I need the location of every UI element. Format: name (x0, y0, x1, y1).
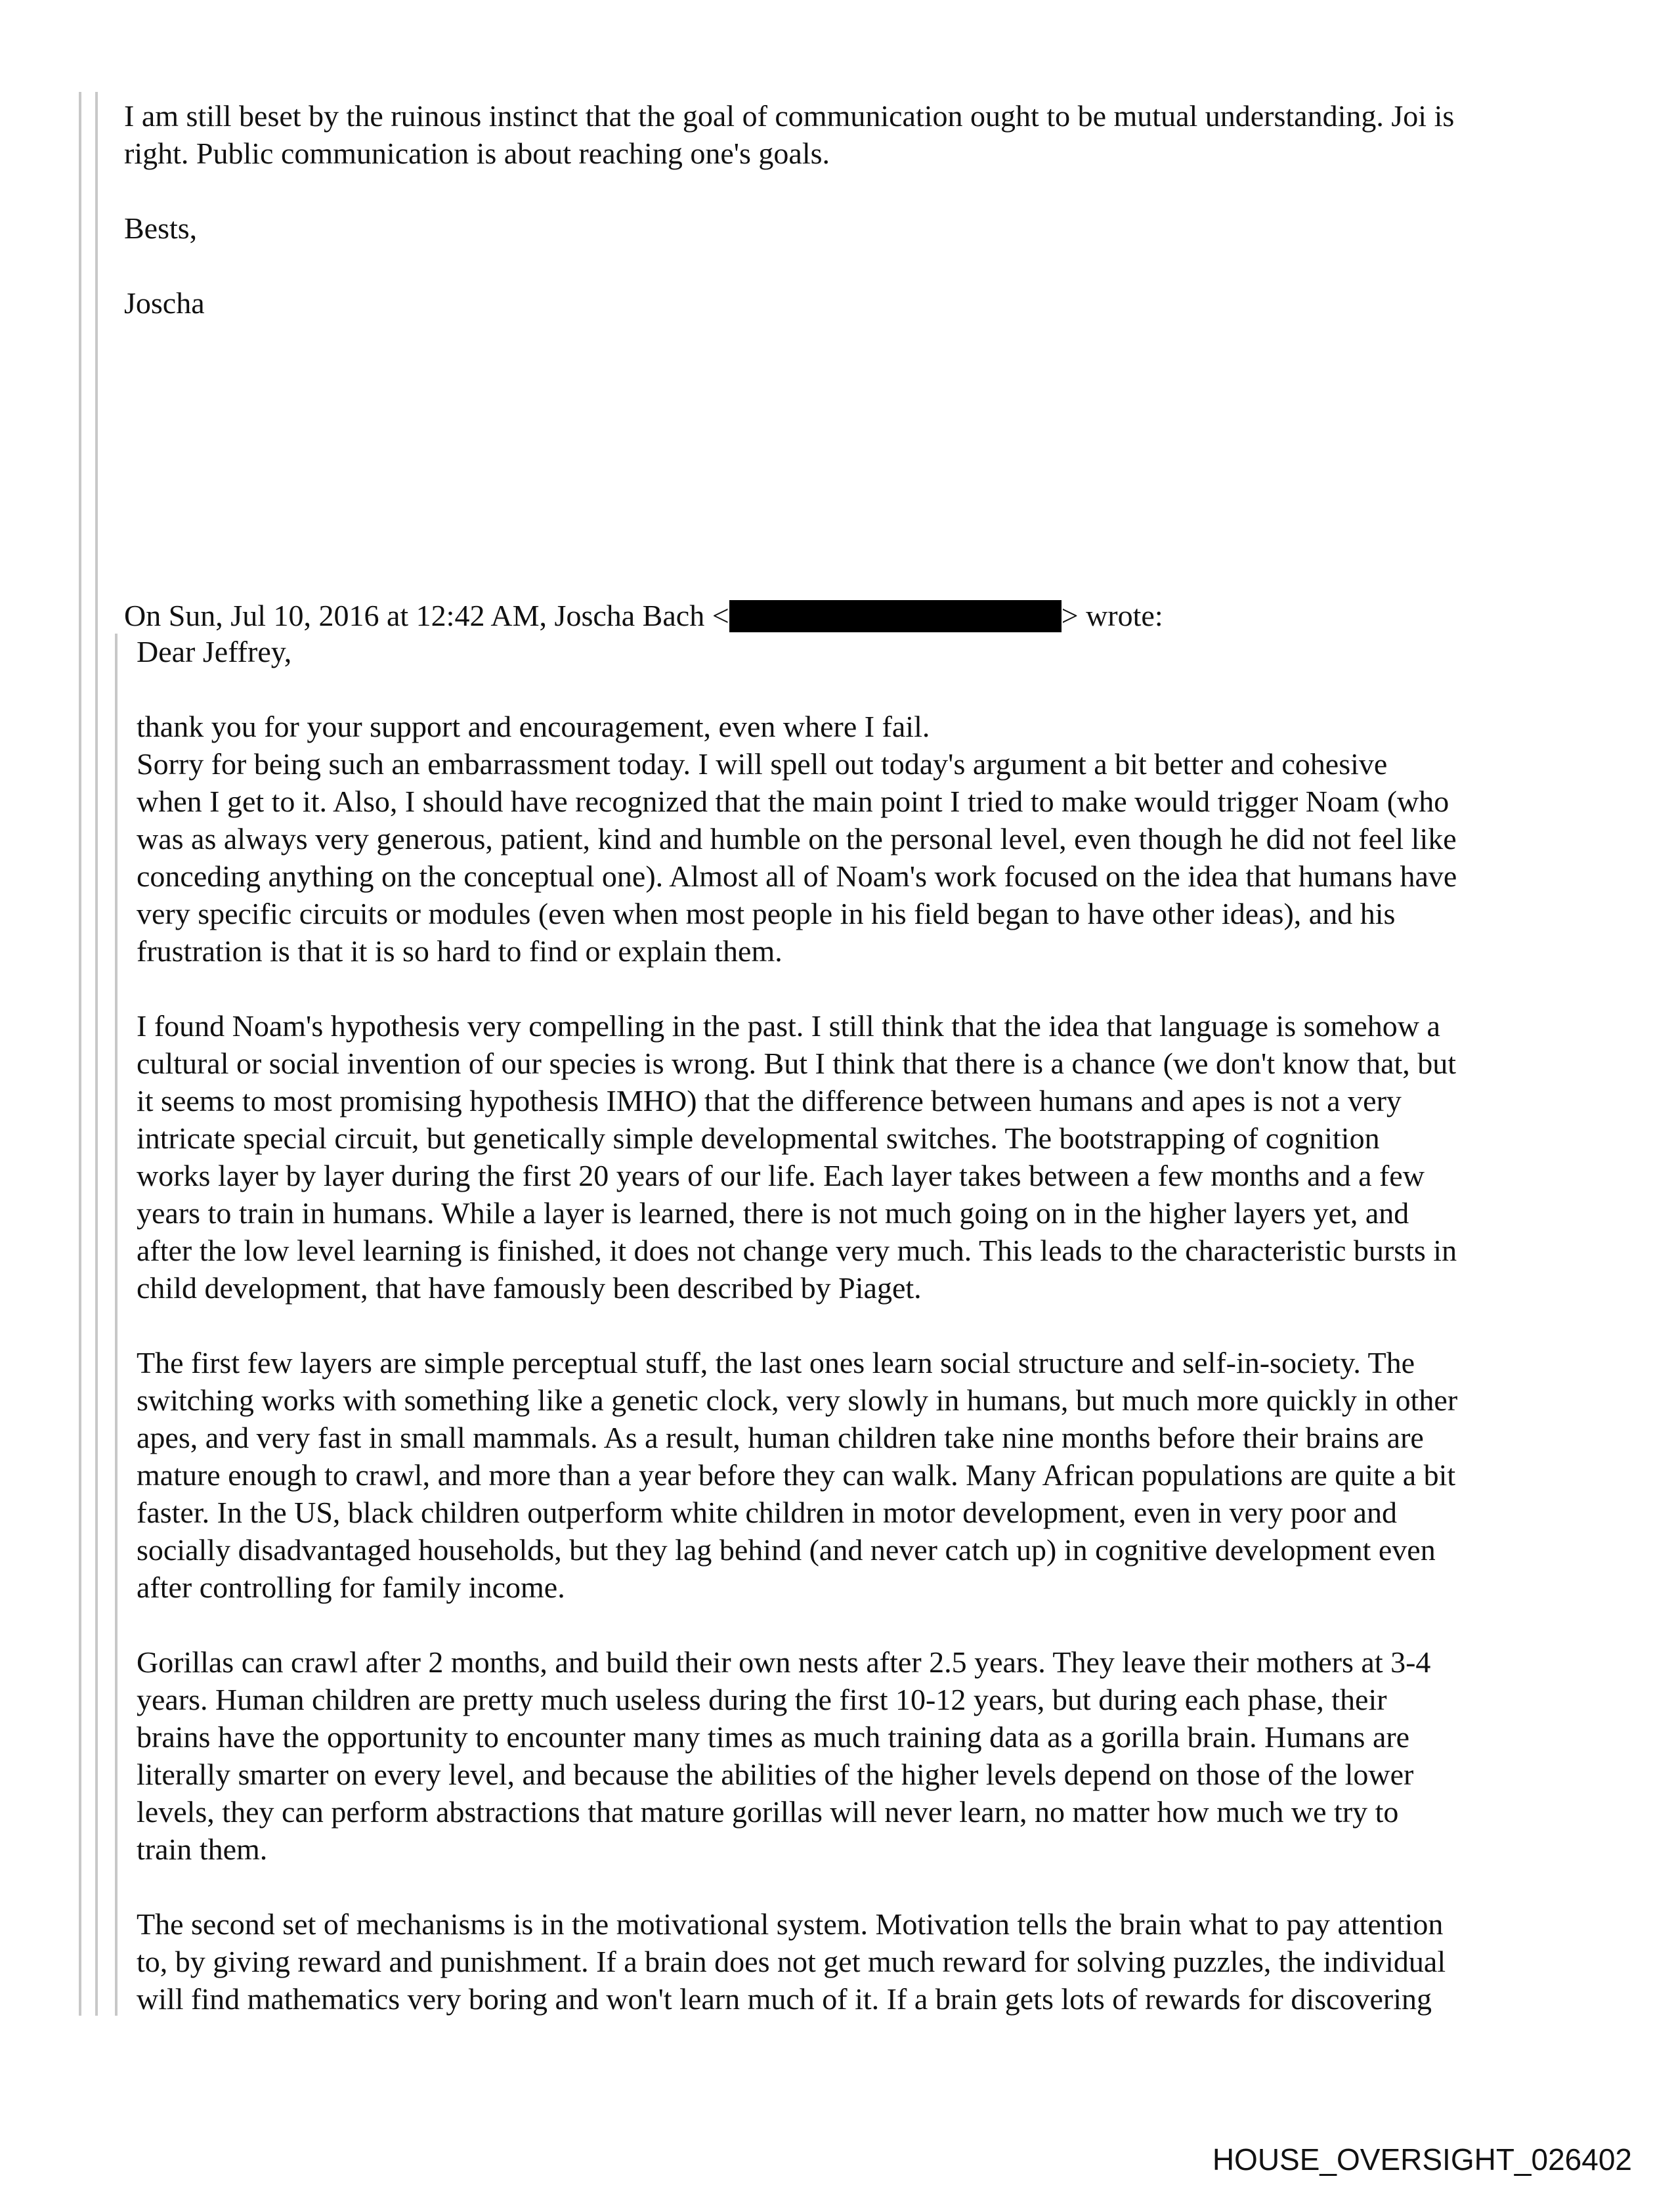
quoted-line: literally smarter on every level, and because the abilities of the higher levels depend on those of the lower (137, 1758, 1414, 1791)
quoted-line: The first few layers are simple perceptual stuff, the last ones learn social structure and self-in-society. The (137, 1346, 1415, 1379)
quoted-body (137, 633, 1457, 2018)
reply-closing: Bests, (124, 211, 198, 245)
reply-line: I am still beset by the ruinous instinct that the goal of communication ought to be mutual understanding. Joi is (124, 99, 1455, 133)
quote-header (124, 597, 1163, 634)
quoted-line: switching works with something like a genetic clock, very slowly in humans, but much more quickly in other (137, 1383, 1458, 1417)
quoted-line: to, by giving reward and punishment. If a brain does not get much reward for solving puzzles, the individual (137, 1945, 1446, 1978)
quoted-line: it seems to most promising hypothesis IMHO) that the difference between humans and apes is not a very (137, 1084, 1402, 1117)
quoted-line: apes, and very fast in small mammals. As a result, human children take nine months before their brains are (137, 1421, 1424, 1454)
redacted-email (729, 600, 1062, 632)
quoted-line: after the low level learning is finished, it does not change very much. This leads to the characteristic bursts in (137, 1234, 1457, 1267)
quoted-line: thank you for your support and encouragement, even where I fail. (137, 710, 930, 743)
bates-number: HOUSE_OVERSIGHT_026402 (1212, 2142, 1632, 2177)
quoted-line: cultural or social invention of our species is wrong. But I think that there is a chance (we don't know that, but (137, 1047, 1457, 1080)
reply-line: right. Public communication is about reaching one's goals. (124, 137, 830, 170)
quoted-line: was as always very generous, patient, kind and humble on the personal level, even though he did not feel like (137, 822, 1457, 856)
quoted-line: socially disadvantaged households, but they lag behind (and never catch up) in cognitive development even (137, 1533, 1436, 1567)
quoted-line: when I get to it. Also, I should have recognized that the main point I tried to make would trigger Noam (who (137, 785, 1449, 818)
quoted-line: intricate special circuit, but genetically simple developmental switches. The bootstrapping of cognition (137, 1121, 1380, 1155)
quote-bar-inner (115, 634, 118, 2016)
quoted-line: after controlling for family income. (137, 1571, 565, 1604)
quoted-line: Sorry for being such an embarrassment today. I will spell out today's argument a bit better and cohesive (137, 747, 1388, 781)
quoted-line: frustration is that it is so hard to find or explain them. (137, 934, 783, 968)
quoted-line: years. Human children are pretty much useless during the first 10-12 years, but during each phase, their (137, 1683, 1387, 1716)
quoted-line: will find mathematics very boring and won't learn much of it. If a brain gets lots of rewards for discovering (137, 1982, 1432, 2016)
quoted-line: conceding anything on the conceptual one). Almost all of Noam's work focused on the idea that humans have (137, 859, 1457, 893)
quoted-line: Gorillas can crawl after 2 months, and build their own nests after 2.5 years. They leave their mothers at 3-4 (137, 1645, 1431, 1679)
quoted-line: The second set of mechanisms is in the motivational system. Motivation tells the brain what to pay attention (137, 1907, 1444, 1941)
quoted-line: child development, that have famously been described by Piaget. (137, 1271, 922, 1305)
quoted-line: very specific circuits or modules (even when most people in his field began to have other ideas), and his (137, 897, 1396, 930)
quoted-greeting: Dear Jeffrey, (137, 635, 292, 668)
reply-signature: Joscha (124, 286, 205, 320)
quoted-line: levels, they can perform abstractions that mature gorillas will never learn, no matter how much we try to (137, 1795, 1399, 1829)
reply-body (124, 97, 1454, 322)
quoted-line: mature enough to crawl, and more than a year before they can walk. Many African populations are quite a bit (137, 1458, 1456, 1492)
quoted-line: years to train in humans. While a layer is learned, there is not much going on in the higher layers yet, and (137, 1196, 1409, 1230)
quote-header-suffix: > wrote: (1061, 599, 1163, 632)
quoted-line: I found Noam's hypothesis very compelling in the past. I still think that the idea that language is somehow a (137, 1009, 1440, 1043)
quoted-line: train them. (137, 1832, 268, 1866)
quote-header-prefix: On Sun, Jul 10, 2016 at 12:42 AM, Joscha Bach < (124, 599, 729, 632)
quoted-line: brains have the opportunity to encounter many times as much training data as a gorilla brain. Humans are (137, 1720, 1410, 1754)
quoted-line: faster. In the US, black children outperform white children in motor development, even in very poor and (137, 1496, 1397, 1529)
quote-bar-middle (95, 92, 98, 2016)
quote-bar-outer (79, 92, 81, 2016)
quoted-line: works layer by layer during the first 20 years of our life. Each layer takes between a few months and a few (137, 1159, 1425, 1192)
